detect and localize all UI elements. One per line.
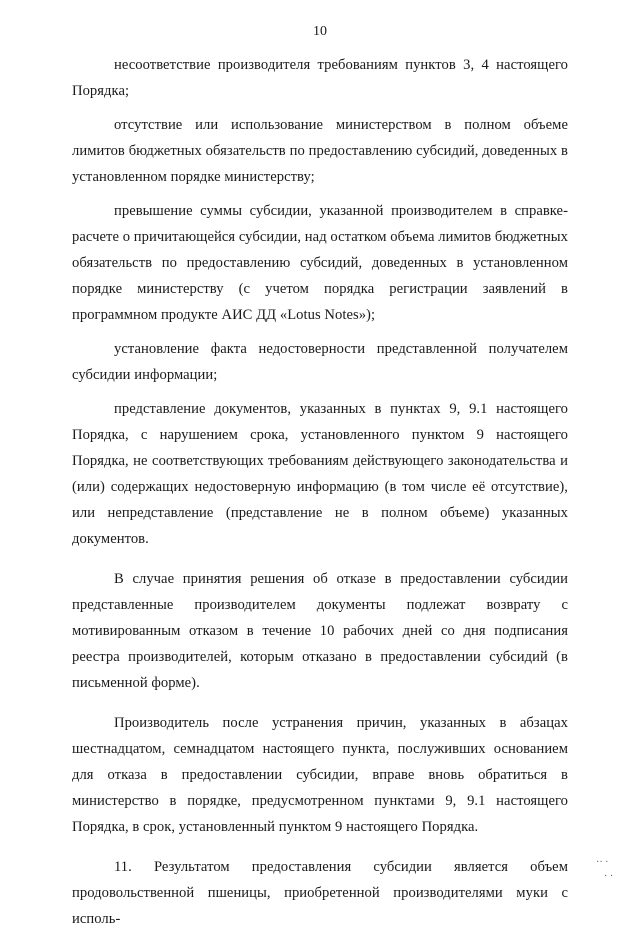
paragraph-4: установление факта недостоверности представленной получателем субсидии информации; bbox=[72, 341, 568, 383]
paragraph-7: Производитель после устранения причин, указанных в абзацах шестнадцатом, семнадцатом настоящего пункта, послуживших основанием для отказа в предоставлении субсидии, вправе вновь обратиться в министерство в порядке, предусмотренном пунктами 9, 9.1 настоящего Порядка, в срок, установленный пунктом 9 настоящего Порядка. bbox=[72, 715, 568, 835]
paragraph-6: В случае принятия решения об отказе в предоставлении субсидии представленные производителем документы подлежат возврату с мотивированным отказом в течение 10 рабочих дней со дня подписания реестра производителей, которым отказано в предоставлении субсидий (в письменной форме). bbox=[72, 571, 568, 691]
paragraph-8: 11. Результатом предоставления субсидии является объем продовольственной пшеницы, приобретенной производителями муки с исполь- bbox=[72, 859, 568, 927]
document-body bbox=[72, 52, 568, 932]
paragraph-3: превышение суммы субсидии, указанной производителем в справке-расчете о причитающейся субсидии, над остатком объема лимитов бюджетных обязательств по предоставлению субсидий, доведенных в установленном порядке министерству (с учетом порядка регистрации заявлений в программном продукте АИС ДД «Lotus Notes»); bbox=[72, 203, 568, 323]
paragraph-5: представление документов, указанных в пунктах 9, 9.1 настоящего Порядка, с нарушением срока, установленного пунктом 9 настоящего Порядка, не соответствующих требованиям действующего законодательства и (или) содержащих недостоверную информацию (в том числе её отсутствие), или непредставление (представление не в полном объеме) указанных документов. bbox=[72, 401, 568, 547]
scan-artifact-mark-2: · · bbox=[604, 871, 614, 882]
page-number: 10 bbox=[313, 24, 327, 39]
paragraph-1: несоответствие производителя требованиям пунктов 3, 4 настоящего Порядка; bbox=[72, 57, 568, 99]
paragraph-2: отсутствие или использование министерством в полном объеме лимитов бюджетных обязательств по предоставлению субсидий, доведенных в установленном порядке министерству; bbox=[72, 117, 568, 185]
scan-artifact-mark: ·· · bbox=[596, 857, 609, 868]
